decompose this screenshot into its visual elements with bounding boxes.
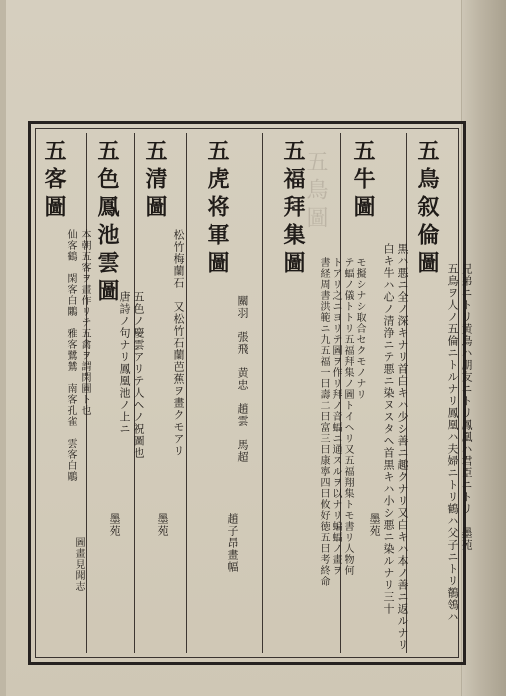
column-body-line: テ蝠ノ儀トトリ五福拜集ノ圖トイヘリ又五福翔集トモ書リ人物何 [342,257,353,576]
column-source: 墨苑 [108,513,121,537]
column-names: 關羽 張飛 黄忠 趙雲 馬超 [236,295,249,463]
column-body-line: 五色ノ慶雲アリテ人ヘノ祝圖也 [132,291,145,459]
column-five-color-phoenix-pond [86,133,145,653]
column-title: 五色鳳池雲圖 [94,139,120,307]
column-body-line: 五鳥ヲ人ノ五倫ニトルナリ鳳凰ハ夫婦ニトリ鶴ハ父子ニトリ鶺鴒ハ [446,263,459,623]
column-title: 五客圖 [41,139,67,223]
column-source: 圖畫見聞志 [73,537,84,592]
column-five-birds [406,133,473,653]
column-body-line: 黒ハ悪ニ全ノ深キナリ首白キハ少シ善ニ趣クナリ又白キハ本ノ善ニ返ルナリ [396,243,409,651]
column-body-line: 松竹梅蘭石 又松竹石蘭芭蕉ヲ畫クモアリ [172,229,185,457]
column-title: 五虎将軍圖 [204,139,230,279]
column-title: 五清圖 [142,139,168,223]
column-body-line: モ擬シナシ取合セクモノナリ [354,257,365,400]
column-body-line: 本朝五客ヲ畫作リテ五禽ヲ謂閑圖ト也 [79,229,90,416]
column-body-line: 書経周書洪範ニ九五福一曰壽二曰富三曰康寧四曰攸好徳五曰考終命 [318,257,329,587]
show-through-text: 五鳥圖 [303,150,328,234]
column-source: 墨苑 [156,513,169,537]
column-body-line: 唐詩ノ句ナリ鳳凰池ノ上ニ [118,291,131,435]
column-title: 五鳥叙倫圖 [414,139,440,279]
column-source: 趙子昂畫幅 [226,513,239,573]
column-body-line: 仙客鶴 閑客白鷴 雅客鷺鷥 南客孔雀 雲客白鵰 [65,229,76,482]
page-left-edge [0,0,6,696]
column-body-line: 白キ牛ハ心ノ清浄ニテ悪ニ染ヌスタヘ首黒キハ小シ悪ニ染ルナリ三十 [382,243,395,615]
column-source: 墨苑 [368,513,381,537]
table-inner-border [35,128,473,658]
table-frame [28,121,473,665]
column-body-line: トアリ之ニヨリテ圖ヲ作リ拜ノ音蝠ニ通スルヲ以ナリ蝙蝠ノ畫ヲ [330,257,341,576]
column-title: 五牛圖 [350,139,376,223]
column-title: 五福拜集圖 [280,139,306,279]
column-five-guests [36,133,90,653]
column-body-line: 兄弟ニトリ黄鳥ハ朋友ニトリ鳳凰ハ君臣ニトリ 墨苑 [460,263,473,551]
column-five-tiger-generals [186,133,263,653]
